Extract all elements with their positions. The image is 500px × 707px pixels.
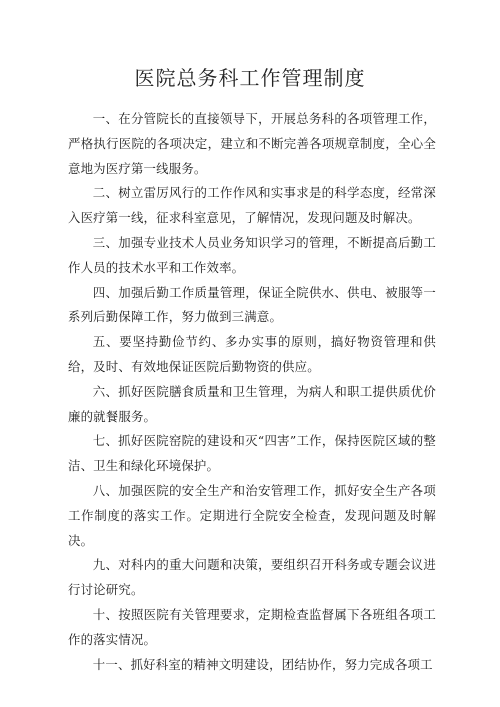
document-body: [68, 107, 436, 677]
paragraph-2: 二、树立雷厉风行的工作作风和实事求是的科学态度，经常深入医疗第一线，征求科室意见，了解情况，发现问题及时解决。: [68, 185, 436, 226]
paragraph-9: 九、对科内的重大问题和决策，要组织召开科务或专题会议进行讨论研究。: [68, 557, 436, 598]
paragraph-10: 十、按照医院有关管理要求，定期检查监督属下各班组各项工作的落实情况。: [68, 606, 436, 647]
paragraph-7: 七、抓好医院窑院的建设和灭“四害”工作，保持医院区域的整洁、卫生和绿化环境保护。: [68, 433, 436, 474]
document-title: 医院总务科工作管理制度: [134, 66, 366, 90]
paragraph-5: 五、要坚持勤俭节约、多办实事的原则，搞好物资管理和供给，及时、有效地保证医院后勤物资的供应。: [68, 334, 436, 374]
paragraph-4: 四、加强后勤工作质量管理，保证全院供水、供电、被服等一系列后勤保障工作，努力做到三满意。: [68, 284, 436, 325]
paragraph-6: 六、抓好医院膳食质量和卫生管理，为病人和职工提供质优价廉的就餐服务。: [68, 383, 436, 424]
paragraph-11: 十一、抓好科室的精神文明建设，团结协作，努力完成各项工: [92, 656, 433, 672]
paragraph-8: 八、加强医院的安全生产和治安管理工作，抓好安全生产各项工作制度的落实工作。定期进行全院安全检查，发现问题及时解决。: [68, 482, 436, 548]
paragraph-3: 三、加强专业技术人员业务知识学习的管理，不断提高后勤工作人员的技术水平和工作效率。: [68, 234, 436, 275]
paragraph-1: 一、在分管院长的直接领导下，开展总务科的各项管理工作，严格执行医院的各项决定，建立和不断完善各项规章制度，全心全意地为医疗第一线服务。: [68, 111, 436, 176]
